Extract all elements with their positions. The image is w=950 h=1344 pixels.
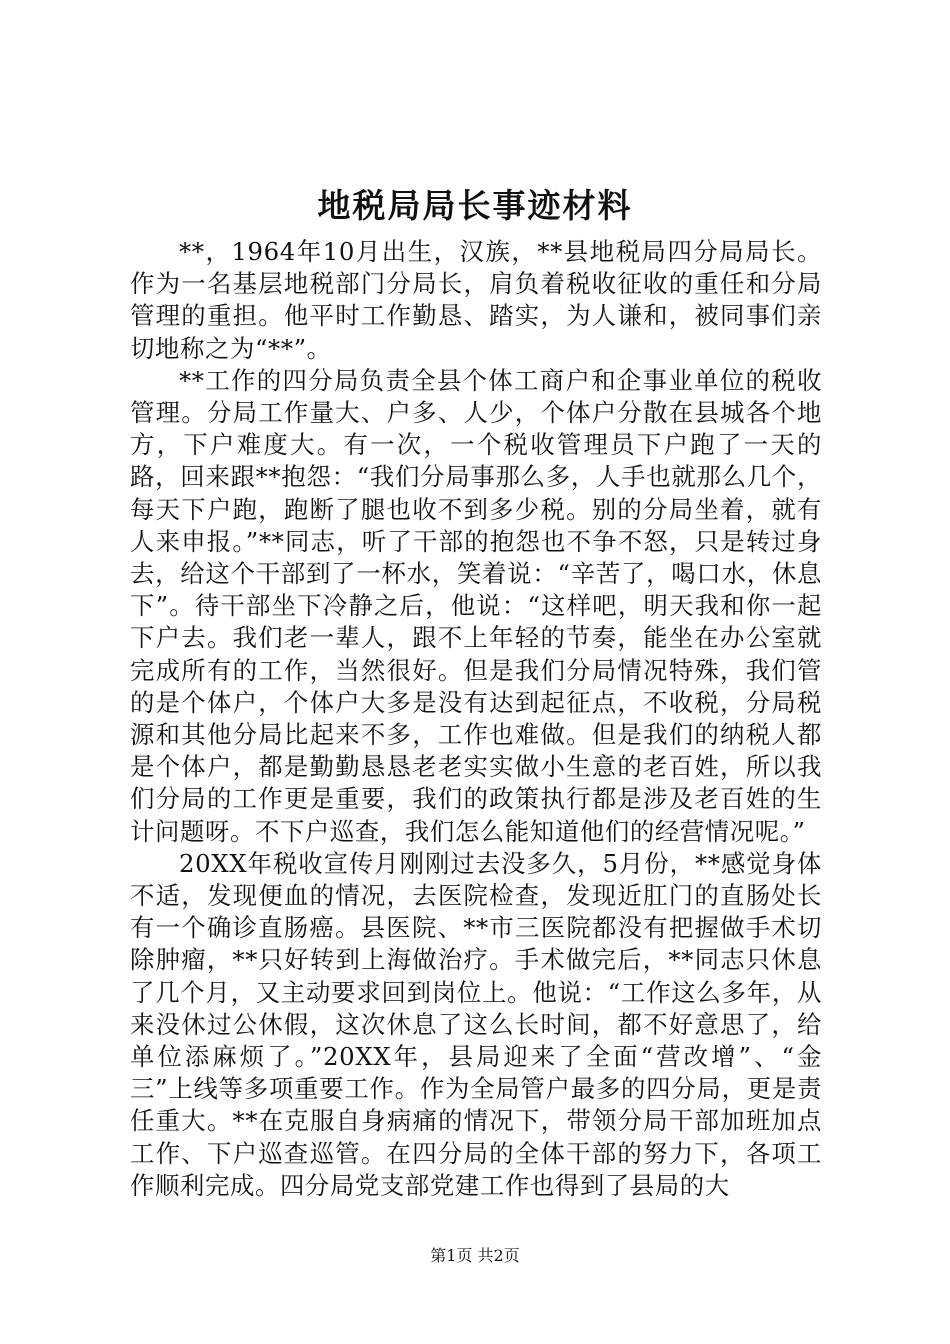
paragraph: 20XX年税收宣传月刚刚过去没多久，5月份，**感觉身体不适，发现便血的情况，去医院检查，发现近肛门的直肠处长有一个确诊直肠癌。县医院、**市三医院都没有把握做手术切除肿瘤，**只好转到上海做治疗。手术做完后，**同志只休息了几个月，又主动要求回到岗位上。他说：“工作这么多年，从来没休过公休假，这次休息了这么长时间，都不好意思了，给单位添麻烦了。”20XX年，县局迎来了全面“营改增”、“金三”上线等多项重要工作。作为全局管户最多的四分局，更是责任重大。**在克服自身病痛的情况下，带领分局干部加班加点工作、下户巡查巡管。在四分局的全体干部的努力下，各项工作顺利完成。四分局党支部党建工作也得到了县局的大 — [130, 848, 822, 1200]
document-body — [130, 236, 822, 1202]
paragraph: **，1964年10月出生，汉族，**县地税局四分局局长。作为一名基层地税部门分局长，肩负着税收征收的重任和分局管理的重担。他平时工作勤恳、踏实，为人谦和，被同事们亲切地称之为“**”。 — [130, 237, 822, 363]
page-number-footer: 第1页 共2页 — [430, 1246, 520, 1265]
document-title: 地税局局长事迹材料 — [317, 186, 633, 225]
paragraph: **工作的四分局负责全县个体工商户和企事业单位的税收管理。分局工作量大、户多、人少，个体户分散在县城各个地方，下户难度大。有一次，一个税收管理员下户跑了一天的路，回来跟**抱怨：“我们分局事那么多，人手也就那么几个，每天下户跑，跑断了腿也收不到多少税。别的分局坐着，就有人来申报。”**同志，听了干部的抱怨也不争不怒，只是转过身去，给这个干部到了一杯水，笑着说：“辛苦了，喝口水，休息下”。待干部坐下冷静之后，他说：“这样吧，明天我和你一起下户去。我们老一辈人，跟不上年轻的节奏，能坐在办公室就完成所有的工作，当然很好。但是我们分局情况特殊，我们管的是个体户，个体户大多是没有达到起征点，不收税，分局税源和其他分局比起来不多，工作也难做。但是我们的纳税人都是个体户，都是勤勤恳恳老老实实做小生意的老百姓，所以我们分局的工作更是重要，我们的政策执行都是涉及老百姓的生计问题呀。不下户巡查，我们怎么能知道他们的经营情况呢。” — [130, 365, 822, 846]
